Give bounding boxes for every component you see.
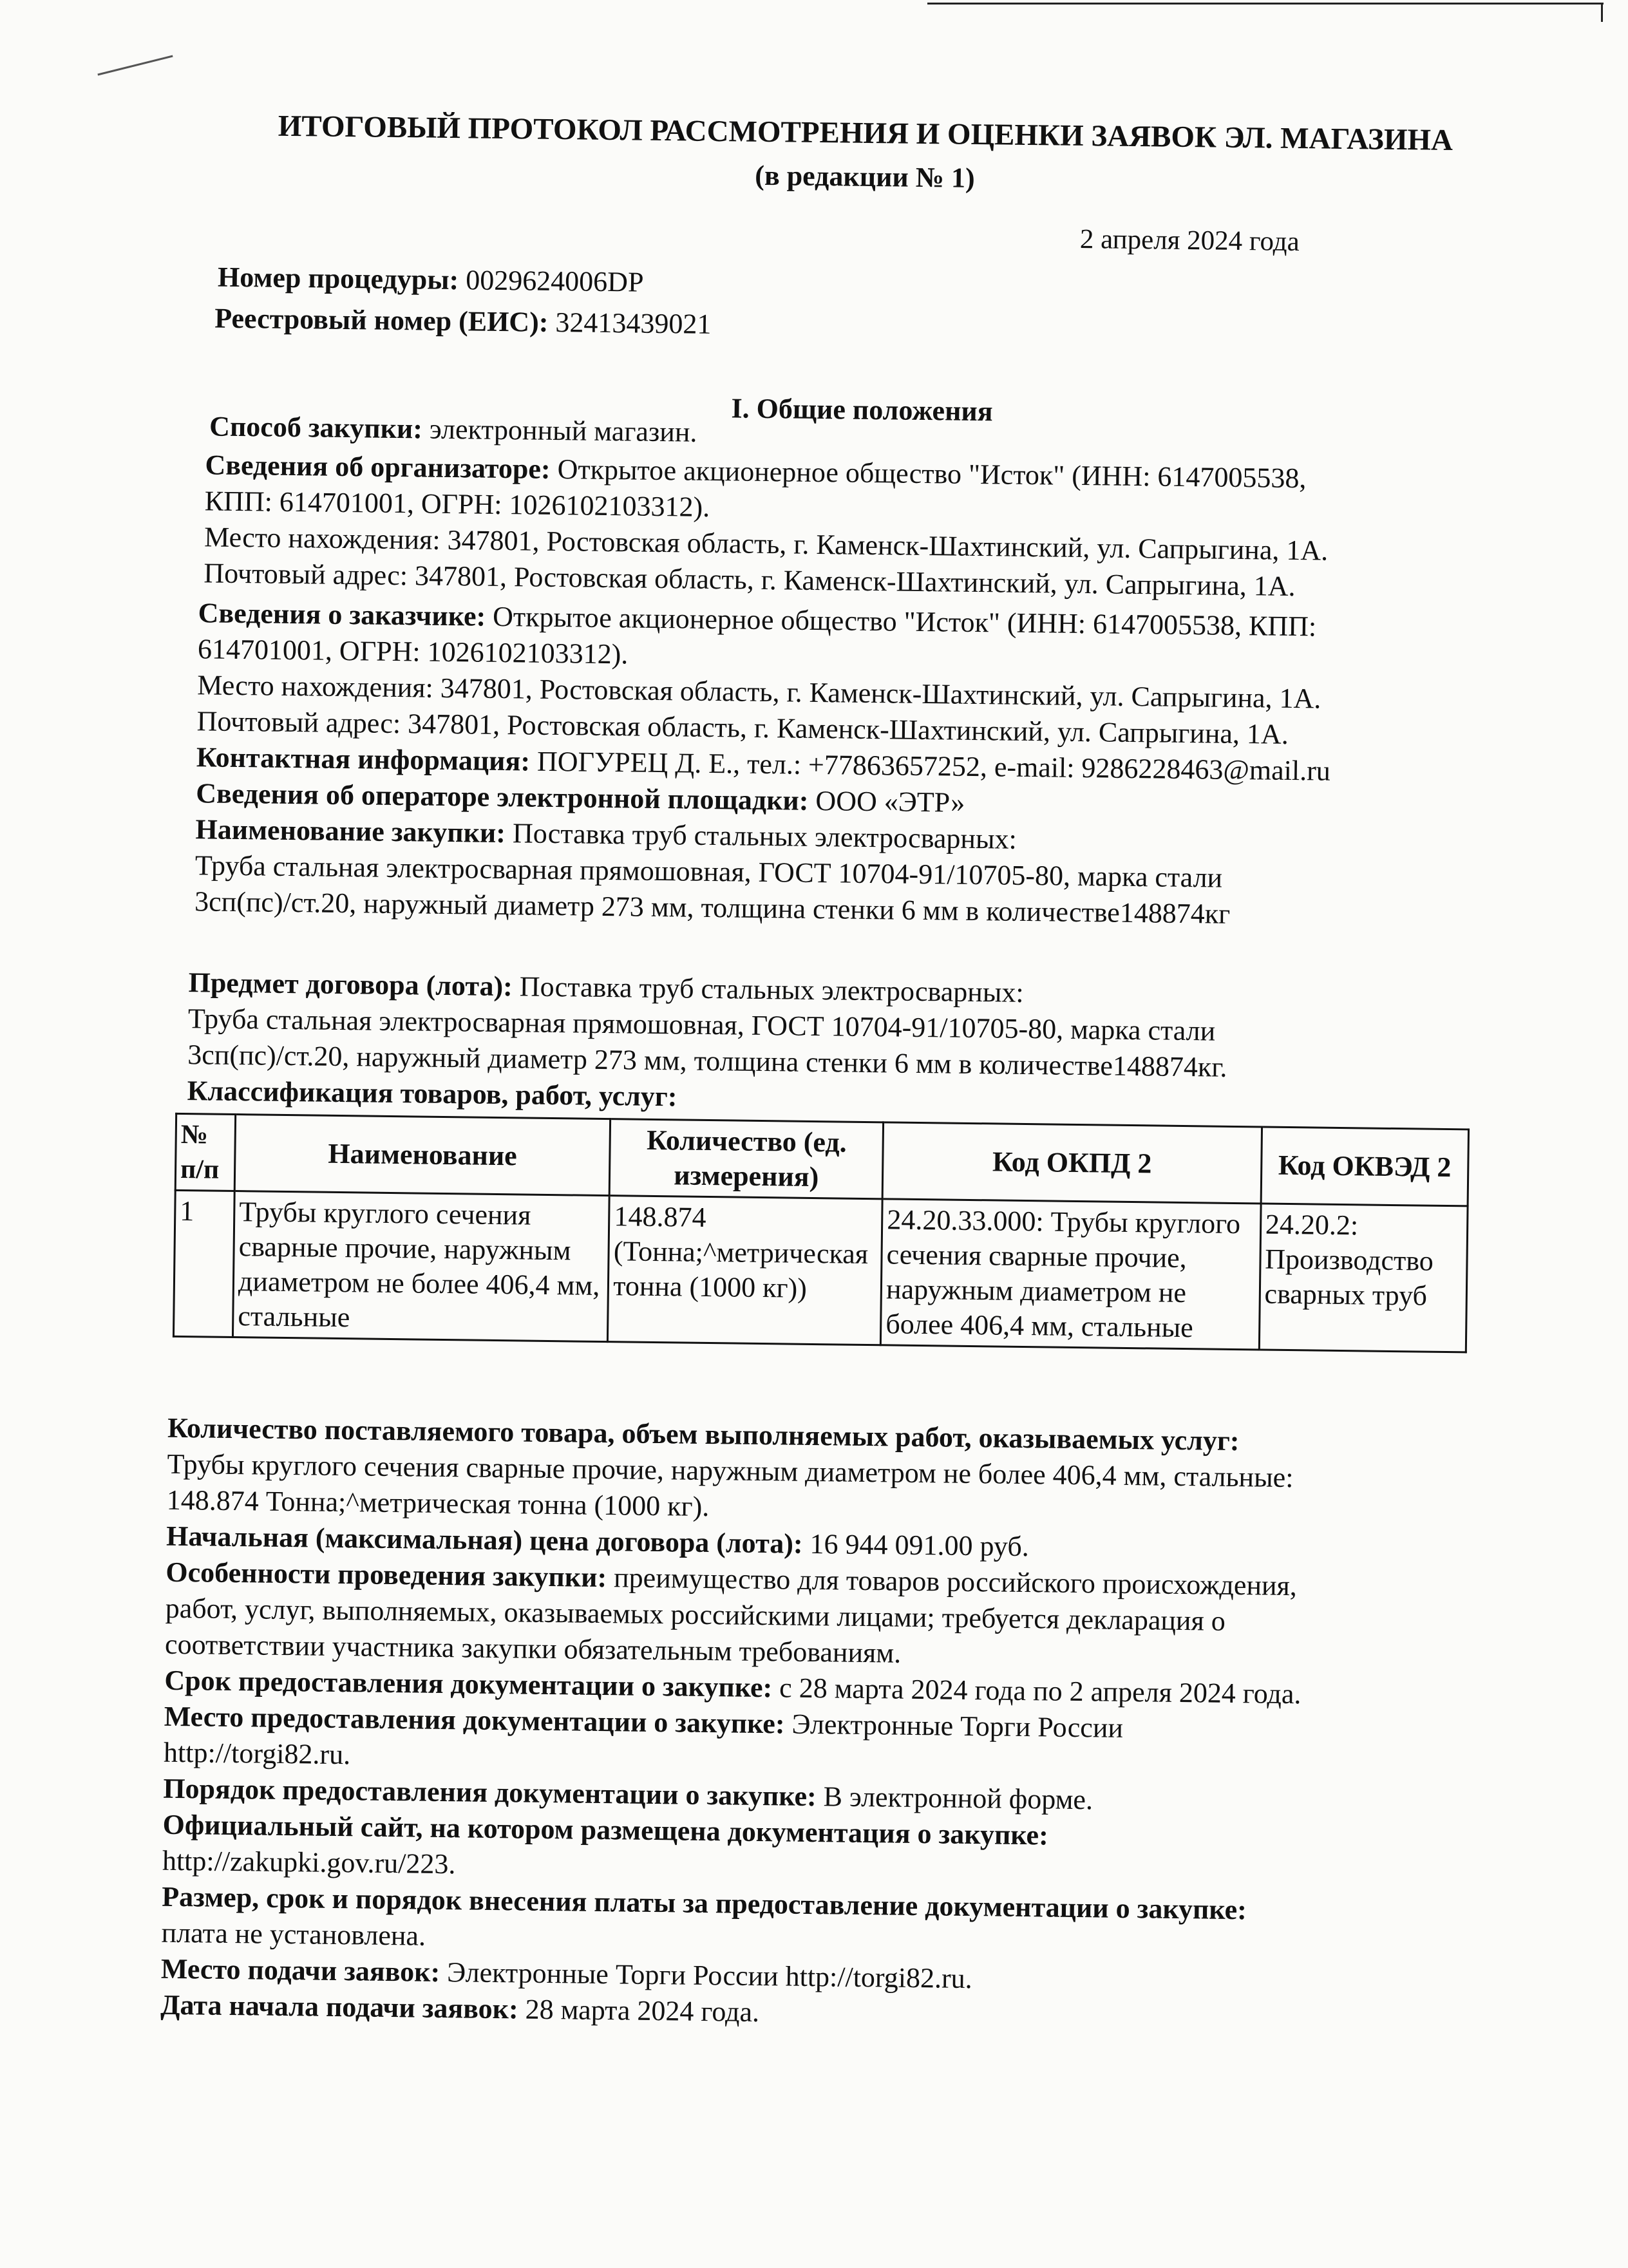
classification-label: Классификация товаров, работ, услуг:: [187, 1075, 677, 1113]
term-label: Срок предоставления документации о закупке:: [164, 1664, 773, 1704]
registry-number: [214, 301, 712, 343]
contact-value: ПОГУРЕЦ Д. Е., тел.: +77863657252, e-mail: 9286228463@mail.ru: [536, 745, 1331, 787]
customer-label: Сведения о заказчике:: [198, 597, 486, 632]
site-label: Официальный сайт, на котором размещена документация о закупке:: [162, 1808, 1049, 1851]
operator-value: ООО «ЭТР»: [815, 784, 965, 818]
document-date: 2 апреля 2024 года: [1079, 223, 1300, 258]
fee-label: Размер, срок и порядок внесения платы за предоставление документации о закупке:: [162, 1880, 1247, 1926]
subject-value: Поставка труб стальных электросварных:: [519, 970, 1024, 1008]
classification-table: [173, 1113, 1470, 1354]
document-subtitle: (в редакции № 1): [755, 159, 976, 194]
order-label: Порядок предоставления документации о закупке:: [163, 1772, 817, 1813]
quantity-line2: 148.874 Тонна;^метрическая тонна (1000 кг).: [166, 1484, 710, 1523]
customer-line1: Открытое акционерное общество "Исток" (ИНН: 6147005538, КПП:: [492, 600, 1317, 643]
place-value: Электронные Торги России: [791, 1708, 1124, 1744]
start-date-value: 28 марта 2024 года.: [525, 1993, 760, 2028]
subject-line2: Труба стальная электросварная прямошовная, ГОСТ 10704-91/10705-80, марка стали: [187, 1003, 1216, 1047]
section-general-title: I. Общие положения: [731, 392, 993, 428]
subject-line3: 3сп(пс)/ст.20, наружный диаметр 273 мм, толщина стенки 6 мм в количестве148874кг.: [187, 1039, 1227, 1083]
col-okved2: Код ОКВЭД 2: [1261, 1127, 1469, 1206]
customer-postal: Почтовый адрес: 347801, Ростовская область, г. Каменск-Шахтинский, ул. Сапрыгина, 1А.: [196, 705, 1289, 750]
organizer-location: Место нахождения: 347801, Ростовская область, г. Каменск-Шахтинский, ул. Сапрыгина, 1А.: [204, 521, 1329, 567]
place-line2: http://torgi82.ru.: [163, 1736, 351, 1771]
operator-label: Сведения об операторе электронной площадки:: [195, 777, 809, 817]
registry-number-value: 32413439021: [555, 307, 712, 340]
organizer-info: [204, 447, 1329, 605]
organizer-label: Сведения об организаторе:: [205, 449, 551, 485]
cell-quantity: 148.874 (Тонна;^метрическая тонна (1000 кг)): [608, 1196, 883, 1345]
contract-subject: [187, 965, 1228, 1122]
price-value: 16 944 091.00 руб.: [809, 1527, 1030, 1563]
features-line1: преимущество для товаров российского происхождения,: [613, 1562, 1298, 1602]
organizer-postal: Почтовый адрес: 347801, Ростовская область, г. Каменск-Шахтинский, ул. Сапрыгина, 1А.: [204, 557, 1296, 603]
submit-place-value: Электронные Торги России http://torgi82.ru.: [446, 1956, 973, 1995]
procedure-number-label: Номер процедуры:: [217, 261, 459, 296]
cell-name: Трубы круглого сечения сварные прочие, наружным диаметром не более 406,4 мм, стальные: [233, 1191, 610, 1342]
subject-label: Предмет договора (лота):: [188, 967, 513, 1003]
procurement-name-line3: 3сп(пс)/ст.20, наружный диаметр 273 мм, толщина стенки 6 мм в количестве148874кг: [194, 885, 1231, 930]
customer-line2: 614701001, ОГРН: 1026102103312).: [197, 633, 629, 670]
start-date-label: Дата начала подачи заявок:: [160, 1989, 518, 2025]
term-value: с 28 марта 2024 года по 2 апреля 2024 года.: [779, 1672, 1301, 1710]
customer-location: Место нахождения: 347801, Ростовская область, г. Каменск-Шахтинский, ул. Сапрыгина, 1А.: [197, 669, 1321, 715]
organizer-line2: КПП: 614701001, ОГРН: 1026102103312).: [204, 485, 710, 523]
cell-okved2: 24.20.2: Производство сварных труб: [1259, 1204, 1468, 1352]
table-row: [173, 1190, 1468, 1352]
col-number: № п/п: [175, 1113, 236, 1191]
cell-okpd2: 24.20.33.000: Трубы круглого сечения сварные прочие, наружным диаметром не более 406,4 мм, стальные: [881, 1199, 1261, 1350]
quantity-line1: Трубы круглого сечения сварные прочие, наружным диаметром не более 406,4 мм, стальные:: [167, 1448, 1294, 1494]
procurement-name-value: Поставка труб стальных электросварных:: [512, 817, 1018, 855]
price-label: Начальная (максимальная) цена договора (лота):: [166, 1520, 803, 1560]
col-quantity: Количество (ед. измерения): [609, 1119, 883, 1199]
submit-place-label: Место подачи заявок:: [160, 1952, 440, 1989]
procurement-method: [209, 408, 697, 450]
procedure-number: [218, 260, 644, 301]
procurement-name-line2: Труба стальная электросварная прямошовная, ГОСТ 10704-91/10705-80, марка стали: [194, 849, 1223, 894]
order-value: В электронной форме.: [823, 1781, 1093, 1816]
customer-info: [194, 595, 1332, 933]
site-value: http://zakupki.gov.ru/223.: [162, 1844, 456, 1880]
registry-number-label: Реестровый номер (ЕИС):: [214, 302, 549, 338]
col-okpd2: Код ОКПД 2: [882, 1122, 1262, 1204]
features-line3: соответствии участника закупки обязательным требованиям.: [164, 1628, 902, 1669]
procedure-number-value: 0029624006DP: [465, 264, 644, 298]
details-block: [160, 1410, 1305, 2037]
method-label: Способ закупки:: [209, 410, 423, 445]
procurement-name-label: Наименование закупки:: [195, 813, 506, 849]
document-title: ИТОГОВЫЙ ПРОТОКОЛ РАССМОТРЕНИЯ И ОЦЕНКИ ЗАЯВОК ЭЛ. МАГАЗИНА: [278, 109, 1453, 158]
features-label: Особенности проведения закупки:: [166, 1556, 607, 1594]
col-name: Наименование: [234, 1115, 610, 1196]
place-label: Место предоставления документации о закупке:: [164, 1700, 785, 1740]
contact-label: Контактная информация:: [196, 741, 531, 777]
organizer-line1: Открытое акционерное общество "Исток" (ИНН: 6147005538,: [557, 453, 1307, 495]
fee-value: плата не установлена.: [161, 1916, 426, 1952]
cell-number: 1: [173, 1190, 234, 1337]
quantity-label: Количество поставляемого товара, объем выполняемых работ, оказываемых услуг:: [167, 1412, 1240, 1457]
method-value: электронный магазин.: [429, 413, 697, 448]
features-line2: работ, услуг, выполняемых, оказываемых российскими лицами; требуется декларация о: [165, 1592, 1226, 1637]
